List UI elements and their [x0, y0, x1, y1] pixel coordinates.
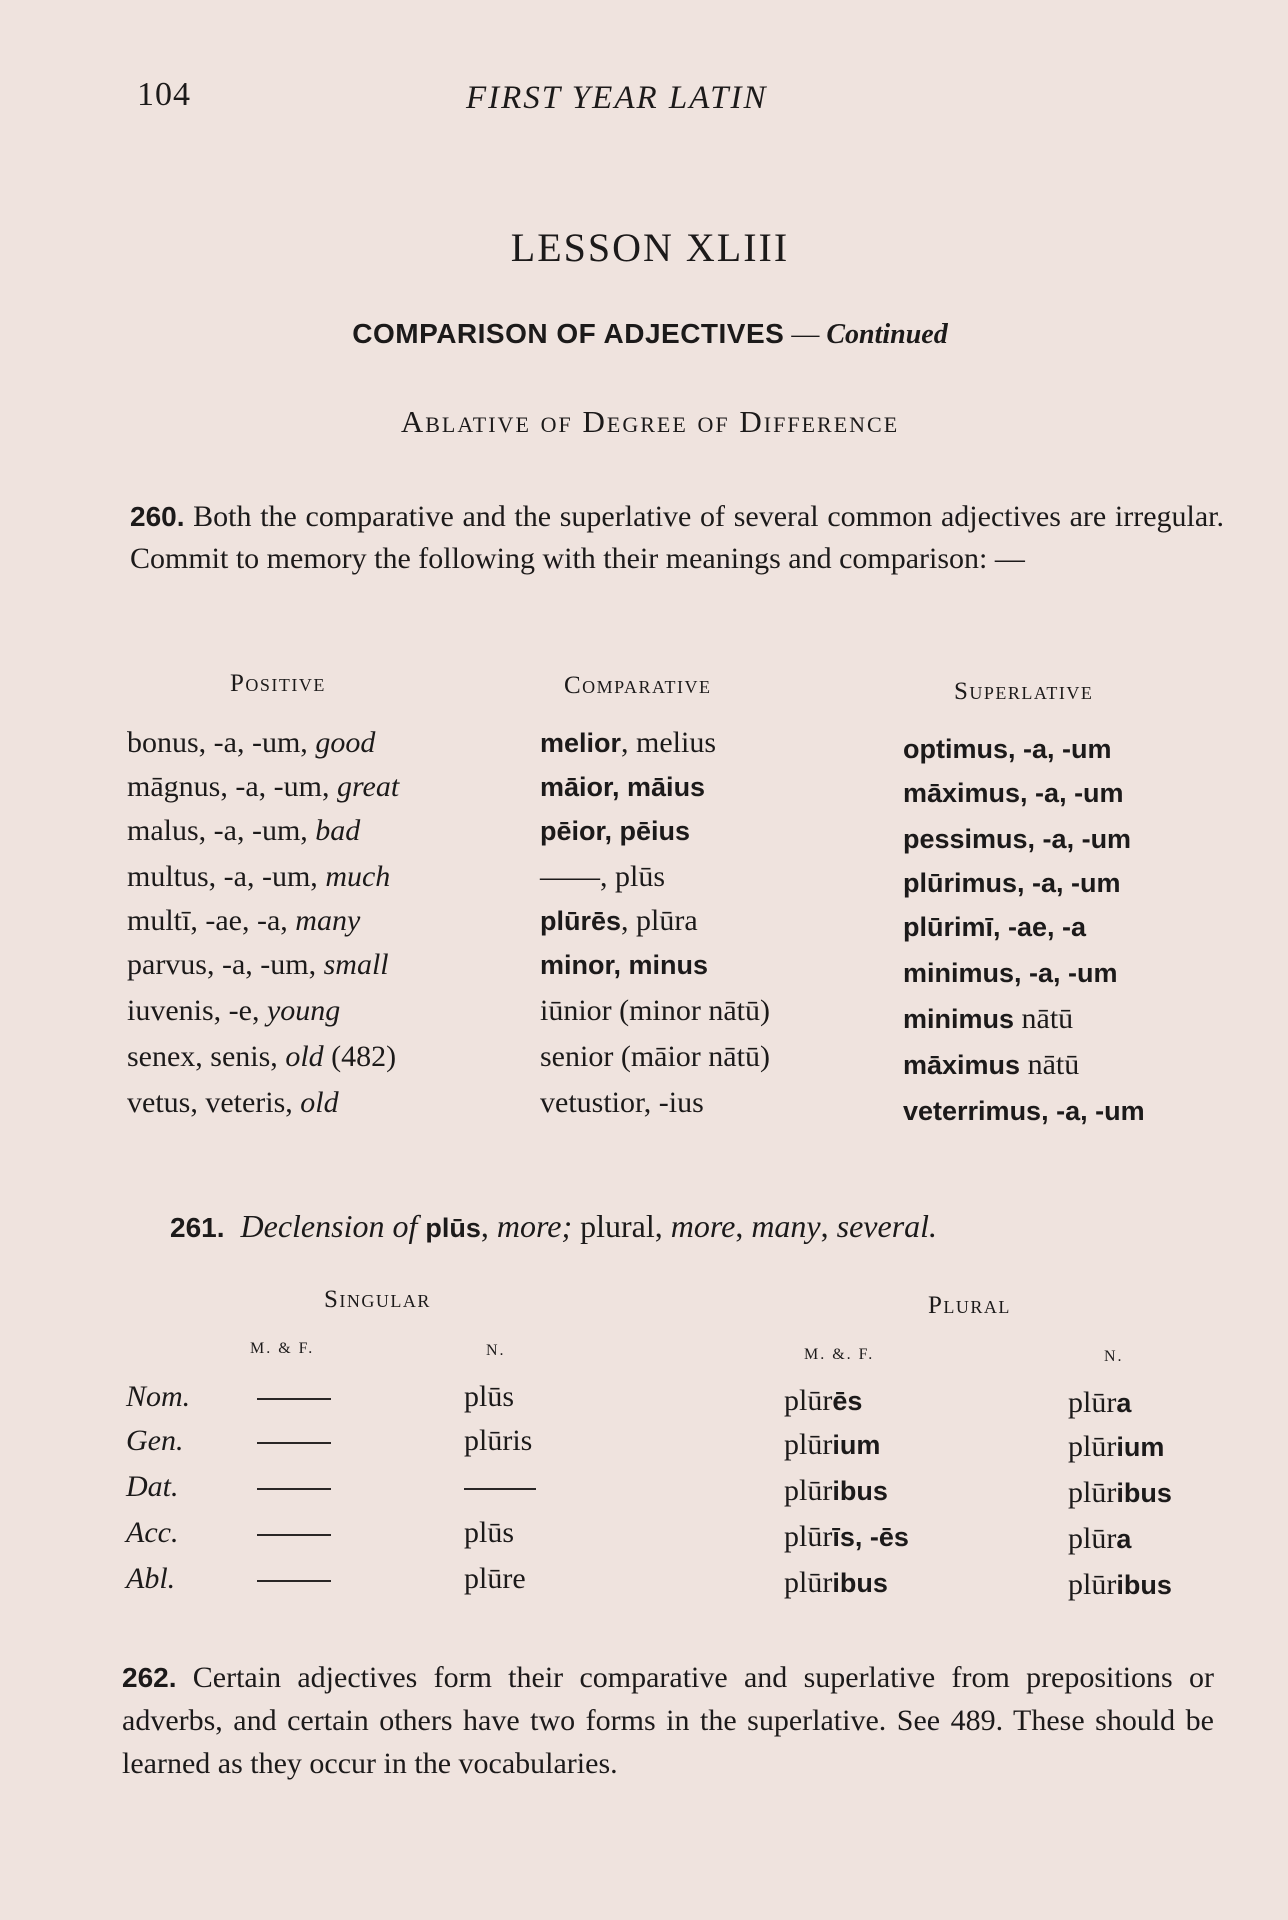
paragraph-text: Certain adjectives form their comparative and superlative from prepositions or adverbs, and certain others have two forms in the superlative. See 489. These should be learned as they occur in the vocabularies.: [122, 1661, 1214, 1780]
superlative-form: māximus: [903, 1050, 1021, 1080]
comparative-form: melior: [540, 728, 622, 758]
positive-cell: [127, 860, 390, 894]
column-header-superlative: Superlative: [954, 678, 1094, 705]
comparative-cell: [540, 1040, 770, 1074]
heading-fragment: more;: [496, 1208, 573, 1244]
lesson-subtitle: [0, 318, 1288, 351]
subtitle-separator: —: [784, 319, 827, 350]
column-header-positive: Positive: [230, 670, 326, 697]
superlative-form: nātū: [1020, 1048, 1080, 1081]
comparative-form: (minor nātū): [611, 994, 770, 1027]
pl-n-form: plūribus: [1068, 1568, 1172, 1601]
pl-n-form: plūribus: [1068, 1476, 1172, 1509]
comparative-form: māior, māius: [540, 772, 706, 802]
positive-reference: (482): [323, 1040, 397, 1073]
heading-fragment: Declension of: [240, 1208, 426, 1244]
positive-form: bonus, -a, -um,: [127, 726, 316, 759]
positive-meaning: old: [300, 1086, 339, 1119]
case-label: Nom.: [126, 1380, 191, 1413]
positive-meaning: much: [325, 860, 391, 893]
superlative-form: nātū: [1014, 1002, 1074, 1035]
sg-mf-label: M. & F.: [250, 1340, 315, 1357]
superlative-form: māximus, -a, -um: [903, 778, 1124, 808]
comparative-cell: [540, 904, 698, 938]
superlative-form: minimus, -a, -um: [903, 958, 1118, 988]
sg-mf-dash: [257, 1488, 331, 1490]
positive-form: iuvenis, -e,: [127, 994, 267, 1027]
sg-n-label: N.: [486, 1342, 506, 1359]
positive-cell: [127, 994, 340, 1028]
positive-form: malus, -a, -um,: [127, 814, 316, 847]
heading-fragment: many: [751, 1208, 821, 1244]
sg-n-form: plūris: [464, 1424, 533, 1457]
positive-meaning: young: [266, 994, 341, 1027]
comparative-cell: [540, 994, 770, 1028]
subtitle-continued: Continued: [826, 319, 948, 350]
positive-meaning: good: [315, 726, 376, 759]
pl-mf-form: plūrīs, -ēs: [784, 1520, 909, 1553]
section-261-heading: [170, 1208, 937, 1245]
section-heading: Ablative of Degree of Difference: [400, 404, 900, 439]
comparative-form: , plūra: [621, 904, 698, 937]
comparative-form: minor, minus: [540, 950, 709, 980]
superlative-cell: [903, 1048, 1079, 1082]
comparative-form: senior: [540, 1040, 614, 1073]
comparative-form: pēior, pēius: [540, 816, 691, 846]
heading-fragment: ,: [820, 1208, 837, 1244]
comparative-cell: [540, 814, 690, 848]
superlative-cell: [903, 1094, 1145, 1128]
pl-n-form: plūra: [1068, 1386, 1132, 1419]
sg-mf-dash: [257, 1398, 331, 1400]
superlative-form: plūrimus, -a, -um: [903, 868, 1121, 898]
positive-meaning: many: [295, 904, 361, 937]
pl-n-label: N.: [1104, 1348, 1124, 1365]
heading-fragment: ,: [480, 1208, 497, 1244]
running-head: FIRST YEAR LATIN: [466, 80, 768, 116]
positive-cell: [127, 904, 360, 938]
superlative-form: plūrimī, -ae, -a: [903, 912, 1087, 942]
positive-form: multī, -ae, -a,: [127, 904, 296, 937]
paragraph-text: Both the comparative and the superlative of several common adjectives are irregular. Commit to memory the following with their meanings and comparison: —: [130, 500, 1224, 575]
positive-form: senex, senis,: [127, 1040, 286, 1073]
sg-mf-dash: [257, 1580, 331, 1582]
pl-mf-form: plūrium: [784, 1428, 881, 1461]
pl-mf-label: M. &. F.: [804, 1346, 875, 1363]
pl-n-form: plūrium: [1068, 1430, 1165, 1463]
positive-cell: [127, 814, 360, 848]
heading-fragment: more: [670, 1208, 736, 1244]
positive-form: māgnus, -a, -um,: [127, 770, 337, 803]
sg-n-form: plūre: [464, 1562, 526, 1595]
case-label: Abl.: [126, 1562, 176, 1595]
positive-cell: [127, 726, 375, 760]
comparative-cell: [540, 726, 716, 760]
page-number: 104: [137, 76, 191, 113]
superlative-form: pessimus, -a, -um: [903, 824, 1132, 854]
paragraph-number: 261.: [170, 1212, 225, 1243]
superlative-cell: [903, 776, 1124, 810]
superlative-cell: [903, 732, 1112, 766]
pl-mf-form: plūribus: [784, 1566, 888, 1599]
positive-meaning: old: [285, 1040, 324, 1073]
paragraph-number: 262.: [122, 1662, 177, 1693]
sg-n-form: plūs: [464, 1516, 515, 1549]
positive-cell: [127, 770, 399, 804]
sg-n-form: plūs: [464, 1380, 515, 1413]
superlative-cell: [903, 822, 1131, 856]
paragraph-number: 260.: [130, 501, 185, 532]
superlative-form: minimus: [903, 1004, 1015, 1034]
plural-label: Plural: [928, 1292, 1011, 1319]
positive-cell: [127, 1040, 396, 1074]
positive-form: parvus, -a, -um,: [127, 948, 324, 981]
positive-cell: [127, 1086, 339, 1120]
superlative-cell: [903, 866, 1121, 900]
comparative-form: , melius: [621, 726, 717, 759]
comparative-cell: [540, 948, 708, 982]
lesson-title: LESSON XLIII: [510, 225, 790, 270]
singular-label: Singular: [324, 1286, 431, 1313]
case-label: Acc.: [126, 1516, 179, 1549]
comparative-cell: [540, 770, 705, 804]
case-label: Gen.: [126, 1424, 184, 1457]
pl-mf-form: plūrēs: [784, 1384, 863, 1417]
positive-cell: [127, 948, 389, 982]
comparative-cell: [540, 1086, 704, 1120]
heading-fragment: ,: [735, 1208, 752, 1244]
pl-n-form: plūra: [1068, 1522, 1132, 1555]
positive-meaning: small: [323, 948, 389, 981]
sg-mf-dash: [257, 1442, 331, 1444]
sg-n-dash: [464, 1488, 536, 1490]
positive-form: vetus, veteris,: [127, 1086, 301, 1119]
heading-fragment: plūs: [425, 1213, 481, 1243]
positive-form: multus, -a, -um,: [127, 860, 326, 893]
superlative-form: optimus, -a, -um: [903, 734, 1112, 764]
positive-meaning: bad: [315, 814, 361, 847]
case-label: Dat.: [126, 1470, 179, 1503]
comparative-form: vetustior, -ius: [540, 1086, 704, 1119]
superlative-cell: [903, 910, 1086, 944]
superlative-form: veterrimus, -a, -um: [903, 1096, 1145, 1126]
paragraph-262: [122, 1656, 1214, 1785]
comparative-form: plūrēs: [540, 906, 622, 936]
superlative-cell: [903, 956, 1118, 990]
positive-meaning: great: [336, 770, 400, 803]
column-header-comparative: Comparative: [564, 672, 712, 699]
subtitle-main: COMPARISON OF ADJECTIVES: [352, 318, 785, 349]
pl-mf-form: plūribus: [784, 1474, 888, 1507]
superlative-cell: [903, 1002, 1073, 1036]
comparative-form: ——, plūs: [540, 860, 666, 893]
heading-fragment: plural,: [572, 1208, 671, 1244]
heading-fragment: several.: [836, 1208, 938, 1244]
comparative-form: iūnior: [540, 994, 612, 1027]
paragraph-260: [130, 496, 1224, 580]
comparative-form: (māior nātū): [613, 1040, 770, 1073]
sg-mf-dash: [257, 1534, 331, 1536]
comparative-cell: [540, 860, 665, 894]
